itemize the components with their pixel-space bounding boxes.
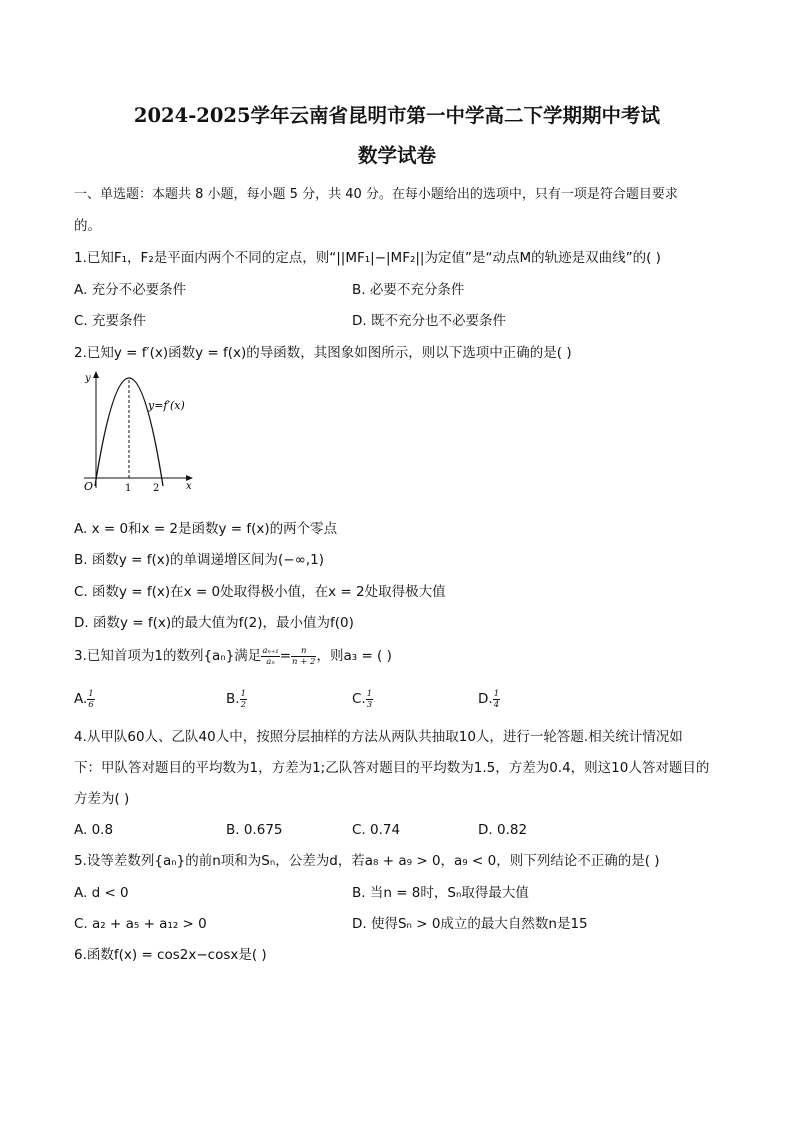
option-b-denominator: 2 (240, 699, 246, 710)
option-c-numerator: 1 (366, 688, 373, 699)
origin-label: O (84, 480, 94, 493)
option-d-numerator: 1 (493, 688, 500, 699)
x-tick-1-label: 1 (125, 483, 132, 494)
section-heading-line2: 的。 (74, 218, 101, 234)
option-a-numerator: 1 (88, 688, 94, 699)
question-2-option-c: C. 函数y = f(x)在x = 0处取得极小值，在x = 2处取得极大值 (74, 584, 446, 600)
y-axis-arrow (93, 371, 99, 378)
question-3-option-c (352, 687, 373, 711)
question-2-option-b: B. 函数y = f(x)的单调递增区间为(−∞,1) (74, 552, 324, 568)
option-a-denominator: 6 (88, 699, 94, 710)
question-6-stem: 6.函数f(x) = cos2x−cosx是( ) (74, 947, 267, 963)
question-3-stem (74, 644, 392, 668)
question-1-stem: 1.已知F₁，F₂是平面内两个不同的定点，则“||MF₁|−|MF₂||为定值”是“动点M的轨迹是双曲线”的( ) (74, 250, 661, 266)
question-4-option-a: A. 0.8 (74, 822, 114, 838)
fraction-n-numerator: n (291, 646, 316, 657)
fraction-ratio-denominator: aₙ (266, 656, 275, 667)
derivative-graph (80, 368, 200, 496)
equals-sign: = (279, 648, 292, 664)
section-heading-line1: 一、单选题：本题共 8 小题，每小题 5 分，共 40 分。在每小题给出的选项中，只有一项是符合题目要求 (74, 187, 678, 202)
curve-label: y=f′(x) (148, 399, 185, 412)
option-b-numerator: 1 (240, 688, 246, 699)
question-3-stem-post: ，则a₃ = ( ) (316, 648, 392, 664)
question-3-option-d (478, 687, 500, 711)
question-1-option-d: D. 既不充分也不必要条件 (352, 313, 506, 329)
x-tick-2-label: 2 (153, 483, 160, 494)
option-d-label: D. (478, 691, 493, 707)
question-3-option-b (226, 687, 247, 711)
question-5-stem: 5.设等差数列{aₙ}的前n项和为Sₙ，公差为d，若a₈ + a₉ > 0，a₉ < 0，则下列结论不正确的是( ) (74, 853, 660, 869)
x-axis-label: x (186, 481, 192, 492)
option-a-fraction (87, 689, 94, 710)
option-b-label: B. (226, 691, 240, 707)
option-c-denominator: 3 (366, 699, 373, 710)
option-c-fraction (366, 689, 373, 710)
question-2-stem: 2.已知y = f′(x)函数y = f(x)的导函数，其图象如图所示，则以下选项中正确的是( ) (74, 345, 572, 361)
option-d-denominator: 4 (493, 699, 500, 710)
y-axis-label: y (85, 373, 91, 384)
option-d-fraction (493, 689, 500, 710)
option-a-label: A. (74, 691, 88, 707)
question-1-option-b: B. 必要不充分条件 (352, 282, 465, 298)
question-4-option-c: C. 0.74 (352, 822, 401, 838)
page-title: 2024-2025学年云南省昆明市第一中学高二下学期期中考试 (133, 104, 661, 127)
question-4-option-b: B. 0.675 (226, 822, 283, 838)
fraction-ratio (261, 646, 279, 667)
question-5-option-c: C. a₂ + a₅ + a₁₂ > 0 (74, 916, 207, 932)
fraction-n (291, 646, 316, 667)
question-4-stem-line1: 4.从甲队60人、乙队40人中，按照分层抽样的方法从两队共抽取10人，进行一轮答题.相关统计情况如 (74, 729, 683, 745)
question-3-option-a (74, 687, 95, 711)
question-3-stem-pre: 3.已知首项为1的数列{aₙ}满足 (74, 648, 262, 664)
option-b-fraction (240, 689, 247, 710)
question-4-option-d: D. 0.82 (478, 822, 528, 838)
question-4-stem-line3: 方差为( ) (74, 791, 130, 807)
question-4-stem-line2: 下：甲队答对题目的平均数为1，方差为1;乙队答对题目的平均数为1.5，方差为0.4，则这10人答对题目的 (74, 760, 710, 776)
fraction-n-denominator: n + 2 (292, 656, 316, 667)
question-2-option-a: A. x = 0和x = 2是函数y = f(x)的两个零点 (74, 521, 338, 537)
option-c-label: C. (352, 691, 366, 707)
question-5-option-b: B. 当n = 8时，Sₙ取得最大值 (352, 885, 529, 901)
question-1-option-a: A. 充分不必要条件 (74, 282, 187, 298)
question-2-option-d: D. 函数y = f(x)的最大值为f(2)，最小值为f(0) (74, 615, 354, 631)
page-subtitle: 数学试卷 (357, 144, 436, 167)
question-1-option-c: C. 充要条件 (74, 313, 147, 329)
question-5-option-a: A. d < 0 (74, 885, 129, 901)
fraction-ratio-numerator: aₙ₊₁ (262, 645, 279, 656)
question-5-option-d: D. 使得Sₙ > 0成立的最大自然数n是15 (352, 916, 588, 932)
